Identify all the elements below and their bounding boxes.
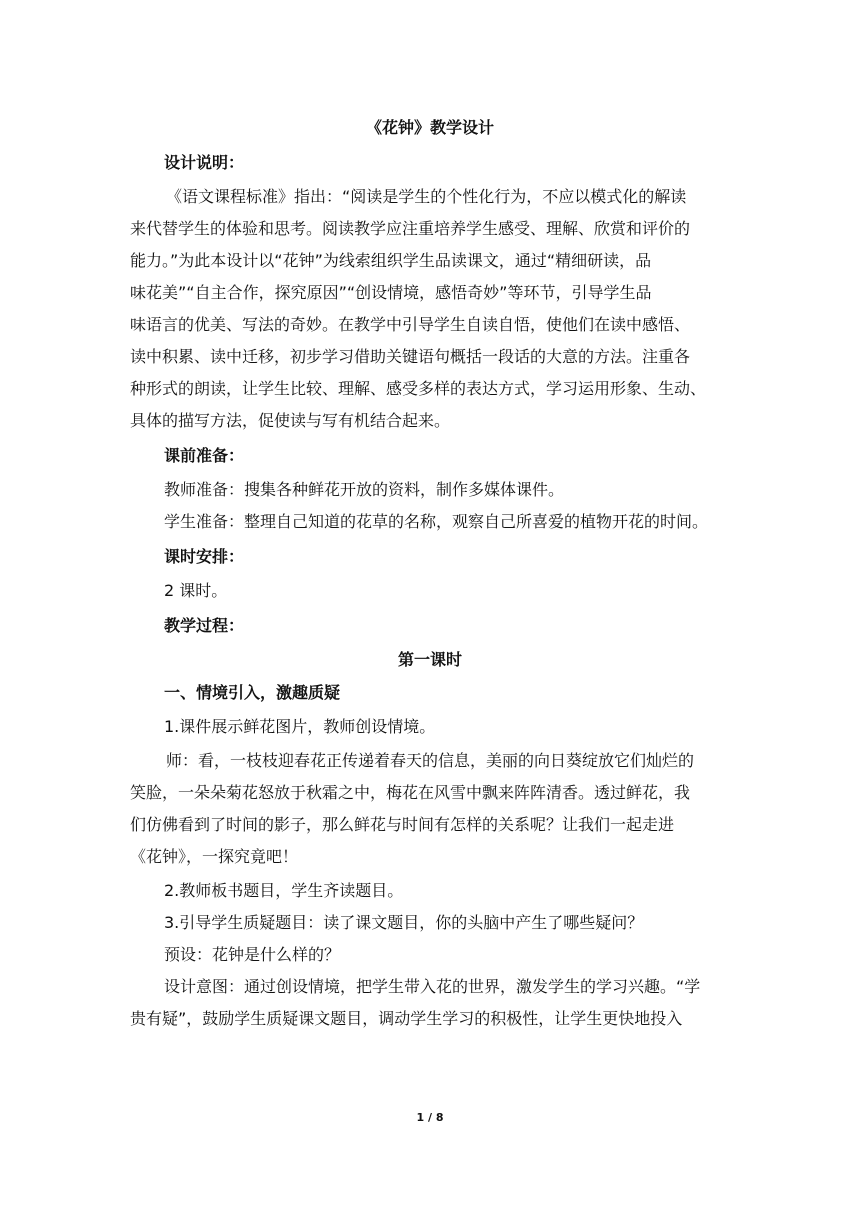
design-intent-line: 贵有疑”，鼓励学生质疑课文题目，调动学生学习的积极性，让学生更快地投入 <box>130 1009 683 1028</box>
teacher-prep: 教师准备：搜集各种鲜花开放的资料，制作多媒体课件。 <box>164 480 565 499</box>
document-title: 《花钟》教学设计 <box>365 118 494 137</box>
design-paragraph-line: 《语文课程标准》指出：“阅读是学生的个性化行为，不应以模式化的解读 <box>166 187 687 206</box>
design-paragraph-line: 来代替学生的体验和思考。阅读教学应注重培养学生感受、理解、欣赏和评价的 <box>130 219 691 238</box>
step-item: 3.引导学生质疑题目：读了课文题目，你的头脑中产生了哪些疑问？ <box>164 913 644 932</box>
schedule-value: 2 课时。 <box>164 581 228 600</box>
teacher-speech-line: 笑脸，一朵朵菊花怒放于秋霜之中，梅花在风雪中飘来阵阵清香。透过鲜花，我 <box>130 783 691 802</box>
lesson-title: 第一课时 <box>397 650 462 669</box>
design-paragraph-line: 味花美”“自主合作，探究原因”“创设情境，感悟奇妙”等环节，引导学生品 <box>130 283 652 302</box>
design-intent-line: 设计意图：通过创设情境，把学生带入花的世界，激发学生的学习兴趣。“学 <box>164 977 701 996</box>
step-item: 2.教师板书题目，学生齐读题目。 <box>164 881 404 900</box>
student-prep: 学生准备：整理自己知道的花草的名称，观察自己所喜爱的植物开花的时间。 <box>164 512 709 531</box>
teacher-speech-line: 《花钟》，一探究竟吧！ <box>130 847 299 866</box>
design-paragraph-line: 能力。”为此本设计以“花钟”为线索组织学生品读课文，通过“精细研读，品 <box>130 251 652 270</box>
design-paragraph-line: 读中积累、读中迁移，初步学习借助关键语句概括一段话的大意的方法。注重各 <box>130 347 691 366</box>
step-item: 1.课件展示鲜花图片，教师创设情境。 <box>164 717 436 736</box>
page-number: 1 / 8 <box>416 1111 444 1124</box>
design-paragraph-line: 味语言的优美、写法的奇妙。在教学中引导学生自读自悟，使他们在读中感悟、 <box>130 315 691 334</box>
design-heading: 设计说明： <box>164 153 245 172</box>
section-heading: 一、情境引入，激趣质疑 <box>164 683 341 702</box>
teacher-speech-line: 们仿佛看到了时间的影子，那么鲜花与时间有怎样的关系呢？让我们一起走进 <box>130 815 675 834</box>
teacher-speech-line: 师：看，一枝枝迎春花正传递着春天的信息，美丽的向日葵绽放它们灿烂的 <box>166 751 695 770</box>
prep-heading: 课前准备： <box>164 446 245 465</box>
preset-line: 预设：花钟是什么样的？ <box>164 945 341 964</box>
schedule-heading: 课时安排： <box>164 547 245 566</box>
design-paragraph-line: 种形式的朗读，让学生比较、理解、感受多样的表达方式，学习运用形象、生动、 <box>130 379 707 398</box>
process-heading: 教学过程： <box>164 616 245 635</box>
design-paragraph-line: 具体的描写方法，促使读与写有机结合起来。 <box>130 411 451 430</box>
